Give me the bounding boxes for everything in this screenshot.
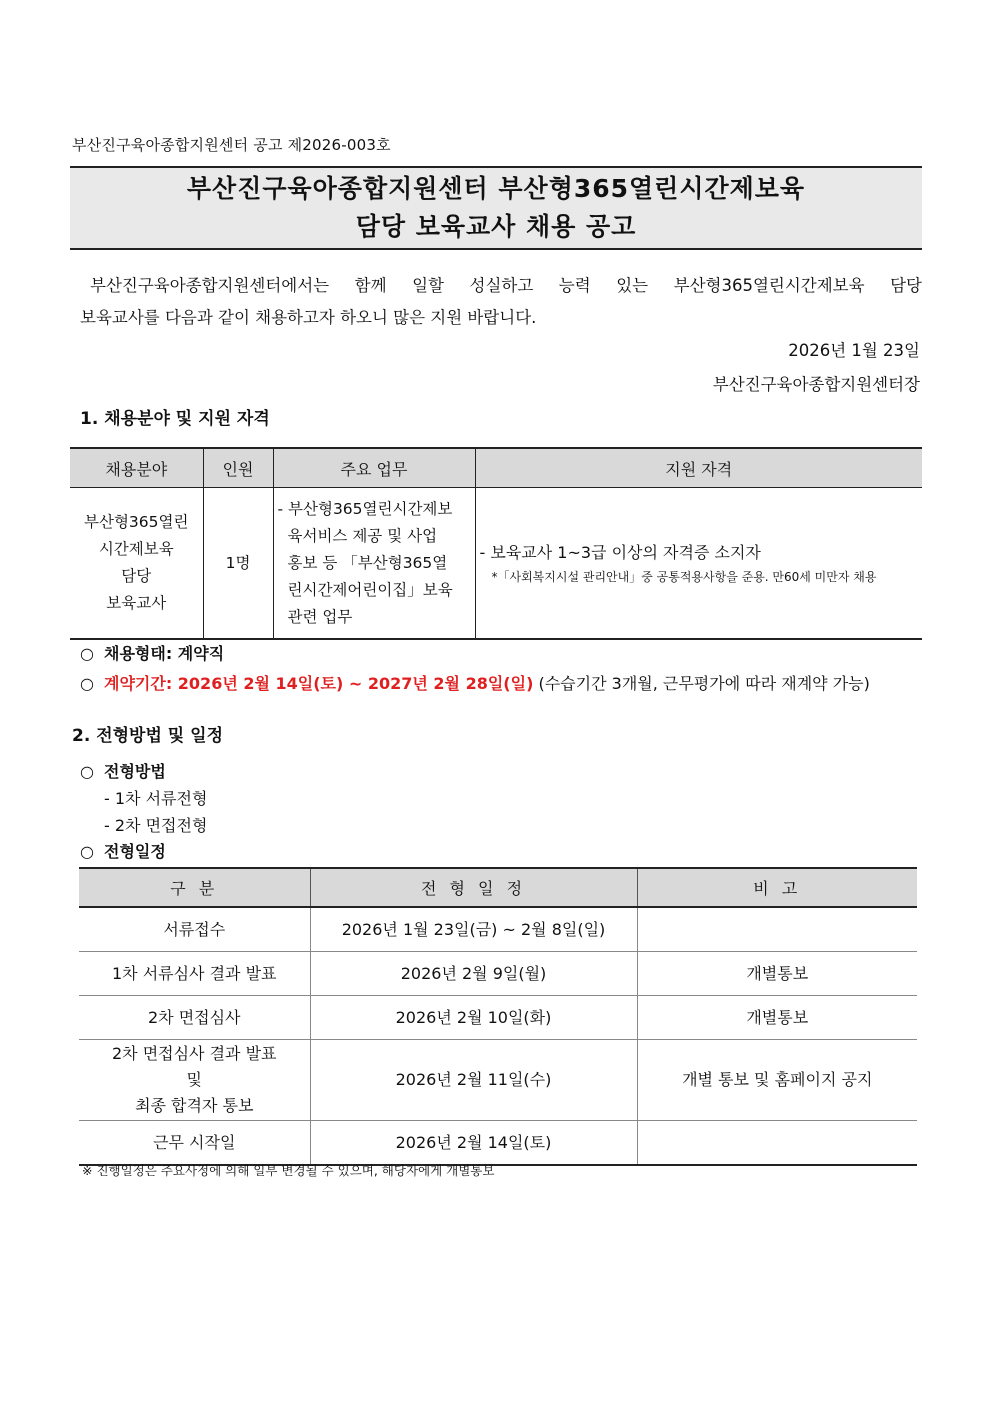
circle-bullet-icon: ○ [80, 644, 94, 663]
cell-qualification [475, 488, 922, 640]
item-line: 2차 면접심사 결과 발표 [111, 1044, 277, 1063]
cell-date: 2026년 1월 23일(금) ~ 2월 8일(일) [310, 907, 637, 952]
cell-date: 2026년 2월 9일(월) [310, 952, 637, 996]
cell-duty [273, 488, 475, 640]
intro-line-2: 보육교사를 다음과 같이 채용하고자 하오니 많은 지원 바랍니다. [80, 308, 537, 327]
selection-schedule-label: 전형일정 [104, 842, 166, 861]
employment-type-label: 채용형태: 계약직 [104, 644, 225, 663]
table-row [79, 1121, 917, 1166]
title-line-2: 담당 보육교사 채용 공고 [355, 212, 637, 241]
selection-method [80, 759, 166, 782]
header-field: 채용분야 [70, 448, 203, 488]
duty-line: 린시간제어린이집」보육 [287, 580, 453, 599]
duty-line: 홍보 등 「부산형365열 [287, 553, 448, 572]
notice-date: 2026년 1월 23일 [788, 341, 920, 360]
header-duty: 주요 업무 [273, 448, 475, 488]
item-line: 및 [186, 1070, 202, 1089]
cell-item: 2차 면접심사 [79, 996, 310, 1040]
header-category: 구 분 [79, 868, 310, 907]
selection-method-label: 전형방법 [104, 762, 166, 781]
footnote: ※ 진행일정은 주요사정에 의해 일부 변경될 수 있으며, 해당자에게 개별통보 [82, 1163, 495, 1178]
cell-note [637, 907, 917, 952]
table-row [79, 996, 917, 1040]
cell-note [637, 1121, 917, 1166]
notice-number: 부산진구육아종합지원센터 공고 제2026-003호 [72, 136, 391, 154]
recruitment-table [70, 447, 922, 640]
cell-field [70, 488, 203, 640]
cell-note: 개별 통보 및 홈페이지 공지 [637, 1040, 917, 1121]
table-row [70, 488, 922, 640]
field-line: 부산형365열린 [84, 513, 189, 531]
method-item: - 2차 면접전형 [104, 816, 208, 835]
table-header-row [79, 868, 917, 907]
circle-bullet-icon: ○ [80, 674, 94, 693]
duty-line: 육서비스 제공 및 사업 [287, 526, 438, 545]
cell-item: 1차 서류심사 결과 발표 [79, 952, 310, 996]
contract-period [80, 671, 870, 694]
circle-bullet-icon: ○ [80, 762, 94, 781]
cell-item [79, 1040, 310, 1121]
method-item: - 1차 서류전형 [104, 789, 208, 808]
field-line: 담당 [121, 567, 152, 585]
cell-date: 2026년 2월 11일(수) [310, 1040, 637, 1121]
selection-schedule [80, 839, 166, 862]
field-line: 시간제보육 [98, 540, 174, 558]
field-line: 보육교사 [106, 594, 167, 612]
header-qualification: 지원 자격 [475, 448, 922, 488]
qualification-note: *「사회복지시설 관리안내」중 공통적용사항을 준용. 만60세 미만자 채용 [491, 569, 877, 584]
employment-type [80, 641, 224, 664]
header-count: 인원 [203, 448, 273, 488]
qualification-text: - 보육교사 1~3급 이상의 자격증 소지자 [479, 542, 761, 562]
table-row [79, 907, 917, 952]
table-row [79, 1040, 917, 1121]
section-1-heading: 1. 채용분야 및 지원 자격 [80, 409, 270, 429]
title-line-1: 부산진구육아종합지원센터 부산형365열린시간제보육 [186, 174, 806, 203]
schedule-table [79, 867, 917, 1166]
duty-line: 관련 업무 [287, 607, 353, 626]
issuer: 부산진구육아종합지원센터장 [712, 375, 920, 394]
cell-note: 개별통보 [637, 996, 917, 1040]
cell-item: 근무 시작일 [79, 1121, 310, 1166]
cell-date: 2026년 2월 10일(화) [310, 996, 637, 1040]
table-header-row [70, 448, 922, 488]
intro-line-1: 부산진구육아종합지원센터에서는 함께 일할 성실하고 능력 있는 부산형365열린시간제보육 담당 [90, 276, 922, 295]
item-line: 최종 합격자 통보 [135, 1096, 254, 1115]
cell-item: 서류접수 [79, 907, 310, 952]
contract-period-label: 계약기간: 2026년 2월 14일(토) ~ 2027년 2월 28일(일) [104, 674, 534, 693]
duty-line: - 부산형365열린시간제보 [277, 499, 453, 518]
table-row [79, 952, 917, 996]
cell-note: 개별통보 [637, 952, 917, 996]
contract-period-note: (수습기간 3개월, 근무평가에 따라 재계약 가능) [538, 674, 870, 693]
cell-date: 2026년 2월 14일(토) [310, 1121, 637, 1166]
cell-count: 1명 [203, 488, 273, 640]
section-2-heading: 2. 전형방법 및 일정 [72, 726, 223, 746]
header-note: 비 고 [637, 868, 917, 907]
circle-bullet-icon: ○ [80, 842, 94, 861]
intro-paragraph [80, 270, 922, 334]
header-schedule: 전 형 일 정 [310, 868, 637, 907]
title-box [70, 166, 922, 250]
